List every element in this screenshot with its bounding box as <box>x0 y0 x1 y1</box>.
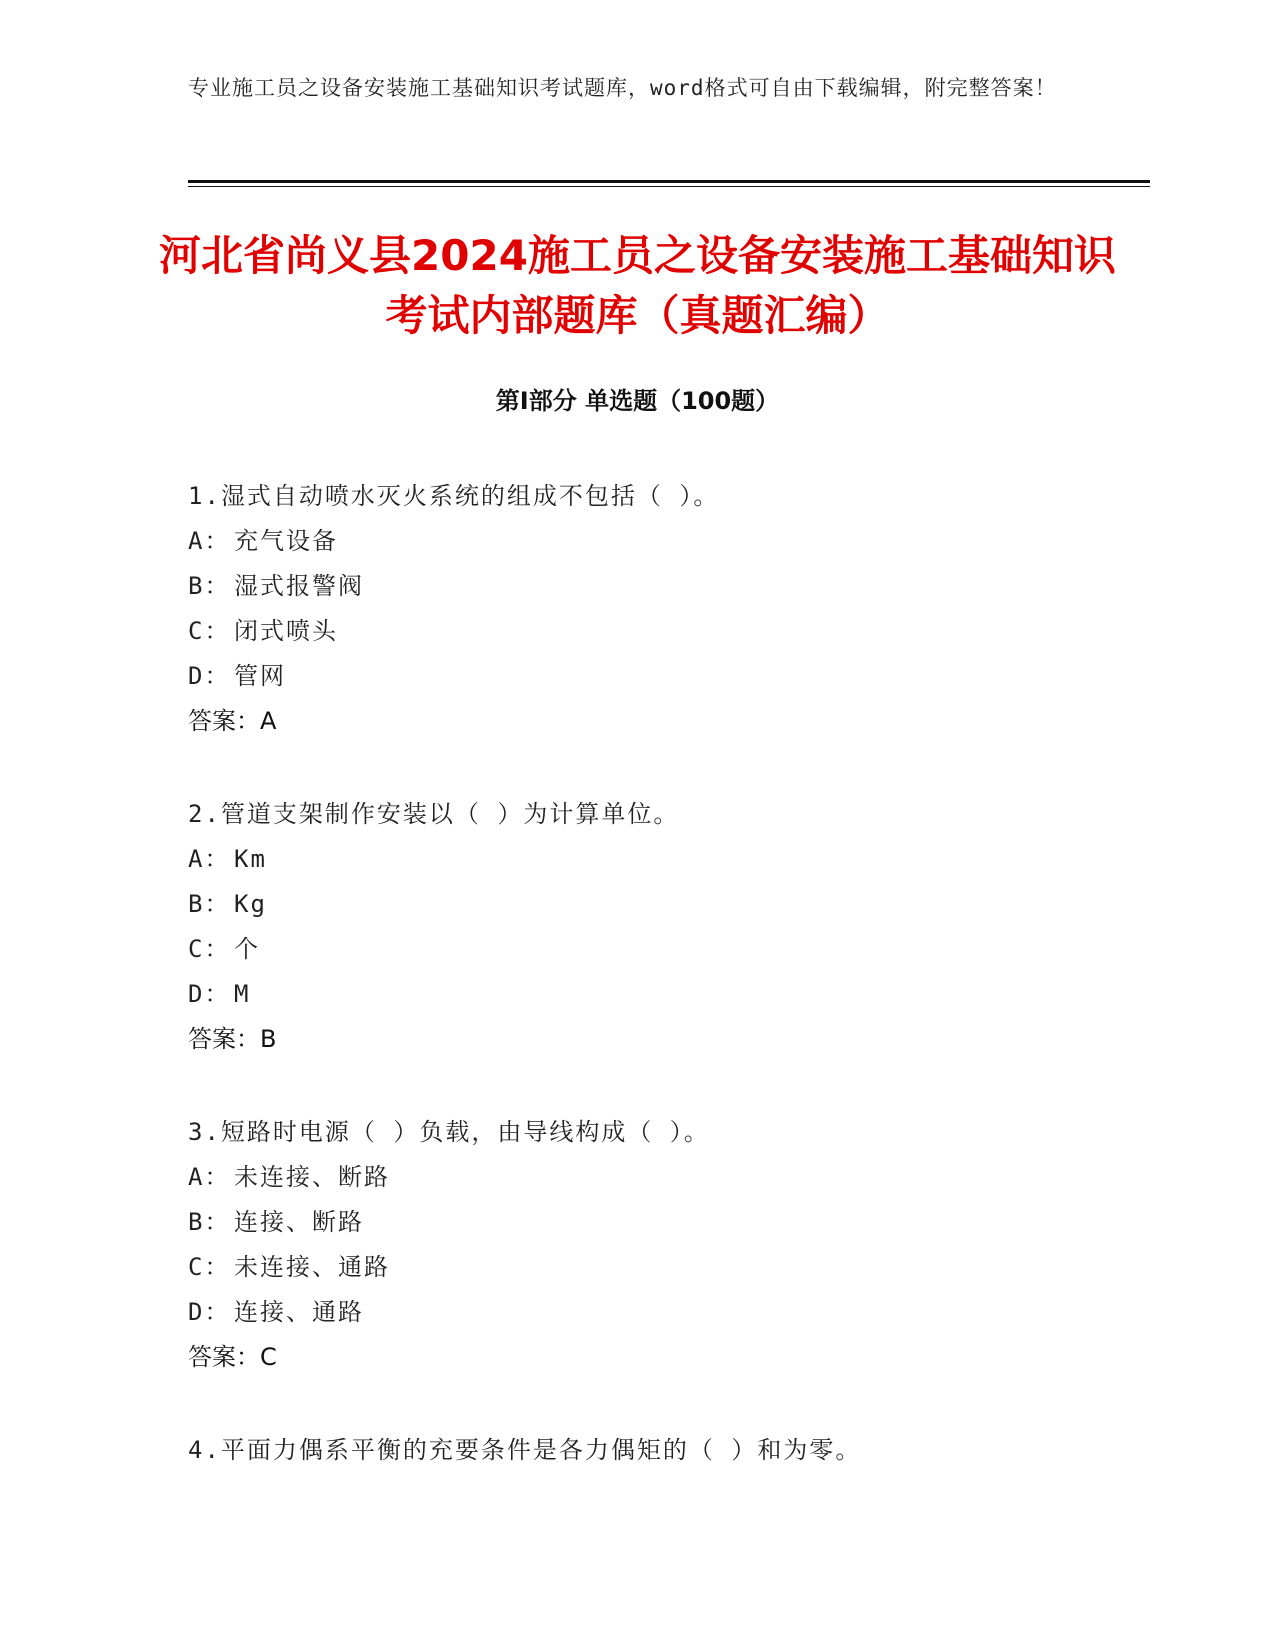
answer-line: 答案：C <box>188 1343 277 1371</box>
option-text: M <box>234 980 251 1008</box>
option-label: B： <box>188 1208 231 1236</box>
option-text: 湿式报警阀 <box>234 572 364 600</box>
option-label: D： <box>188 1298 231 1326</box>
option-label: B： <box>188 572 231 600</box>
option-b <box>188 1200 1188 1245</box>
option-text: 未连接、断路 <box>234 1163 390 1191</box>
option-b <box>188 564 1188 609</box>
question-1 <box>188 474 1188 744</box>
option-text: Km <box>234 845 267 873</box>
option-d <box>188 1290 1188 1335</box>
option-a <box>188 837 1188 882</box>
option-label: D： <box>188 662 231 690</box>
section-heading: 第I部分 单选题（100题） <box>495 387 780 415</box>
option-label: A： <box>188 1163 231 1191</box>
option-label: C： <box>188 617 231 645</box>
option-a <box>188 1155 1188 1200</box>
option-text: 个 <box>234 935 260 963</box>
option-d <box>188 972 1188 1017</box>
option-b <box>188 882 1188 927</box>
option-label: D： <box>188 980 231 1008</box>
question-stem: 2.管道支架制作安装以（ ）为计算单位。 <box>188 800 680 828</box>
question-3 <box>188 1110 1188 1380</box>
option-label: C： <box>188 935 231 963</box>
option-c <box>188 927 1188 972</box>
option-text: 闭式喷头 <box>234 617 338 645</box>
option-d <box>188 654 1188 699</box>
option-a <box>188 519 1188 564</box>
option-text: 充气设备 <box>234 527 338 555</box>
option-label: A： <box>188 527 231 555</box>
option-text: 管网 <box>234 662 286 690</box>
option-label: A： <box>188 845 231 873</box>
header-divider-thick <box>188 180 1150 183</box>
question-2 <box>188 792 1188 1062</box>
option-c <box>188 609 1188 654</box>
document-title: 河北省尚义县2024施工员之设备安装施工基础知识考试内部题库（真题汇编） <box>159 231 1116 340</box>
option-text: 连接、通路 <box>234 1298 364 1326</box>
option-label: B： <box>188 890 231 918</box>
option-label: C： <box>188 1253 231 1281</box>
question-stem: 4.平面力偶系平衡的充要条件是各力偶矩的（ ）和为零。 <box>188 1436 862 1464</box>
option-text: 未连接、通路 <box>234 1253 390 1281</box>
answer-line: 答案：B <box>188 1025 277 1053</box>
intro-text: 专业施工员之设备安装施工基础知识考试题库，word格式可自由下载编辑，附完整答案！ <box>188 76 1057 100</box>
answer-line: 答案：A <box>188 707 277 735</box>
header-divider-thin <box>188 186 1150 187</box>
question-4 <box>188 1428 1188 1473</box>
option-text: 连接、断路 <box>234 1208 364 1236</box>
option-c <box>188 1245 1188 1290</box>
question-stem: 1.湿式自动喷水灭火系统的组成不包括（ ）。 <box>188 482 720 510</box>
option-text: Kg <box>234 890 267 918</box>
question-stem: 3.短路时电源（ ）负载，由导线构成（ ）。 <box>188 1118 710 1146</box>
